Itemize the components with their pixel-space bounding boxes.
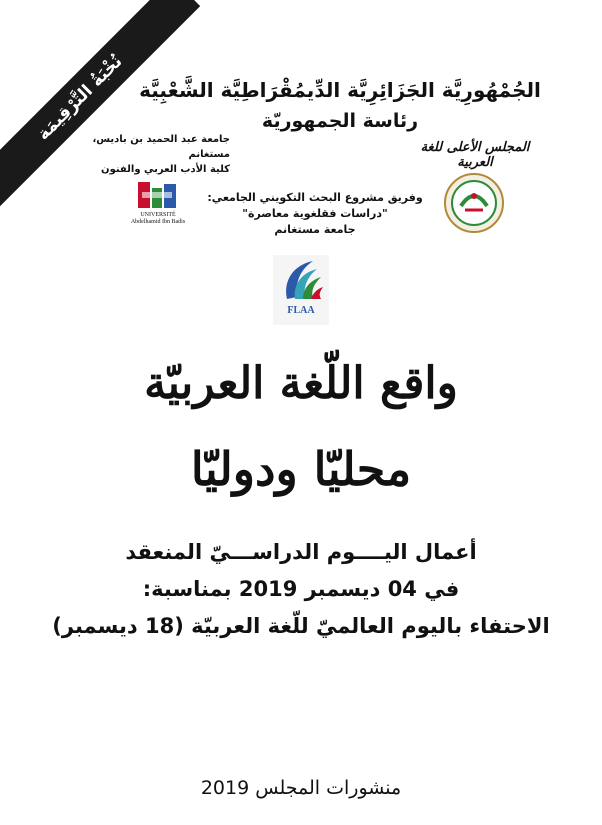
main-title-line-1: واقع اللّغة العربيّة: [144, 358, 458, 409]
university-line-2: كلية الأدب العربي والفنون: [101, 164, 230, 175]
university-logo-subtext: Abdelhamid Ibn Badis: [130, 219, 186, 225]
presidency-header: رئاسة الجمهوريّة: [261, 110, 419, 132]
university-logo: [128, 180, 188, 232]
council-calligraphy-logo: المجلس الأعلى للغة العربية: [420, 140, 530, 170]
research-team-line-2: "دراسات فقلغوية معاصرة": [242, 207, 388, 220]
research-team-line-3: جامعة مستغانم: [274, 223, 356, 236]
flaa-logo: [273, 255, 329, 325]
council-emblem-logo: [443, 172, 505, 234]
event-line-2: في 04 ديسمبر 2019 بمناسبة:: [142, 577, 460, 601]
main-title-line-2: محليّا ودوليّا: [190, 442, 412, 496]
research-team-line-1: وفريق مشروع البحث التكويني الجامعي:: [207, 191, 423, 204]
university-info: [60, 132, 230, 177]
republic-header: الجُمْهُورِيَّة الجَزَائِرِيَّة الدِّيمُقْرَاطِيَّة الشَّعْبِيَّة: [139, 78, 541, 102]
flaa-logo-icon: [273, 255, 329, 307]
research-team: [200, 190, 430, 238]
ribbon-label: نُخْبَةُ التَّرْقِيمَة: [33, 51, 127, 145]
event-line-1: أعمال اليــــوم الدراســـيّ المنعقد: [125, 540, 477, 564]
publisher-footer: منشورات المجلس 2019: [200, 777, 402, 799]
council-emblem-icon: [443, 172, 505, 234]
university-line-1: جامعة عبد الحميد بن باديس، مستغانم: [92, 134, 230, 160]
event-line-3: الاحتفاء باليوم العالميّ للّغة العربيّة (18 ديسمبر): [52, 614, 550, 638]
flaa-logo-text: FLAA: [287, 305, 315, 316]
university-logo-text: UNIVERSITÉ: [140, 212, 176, 218]
